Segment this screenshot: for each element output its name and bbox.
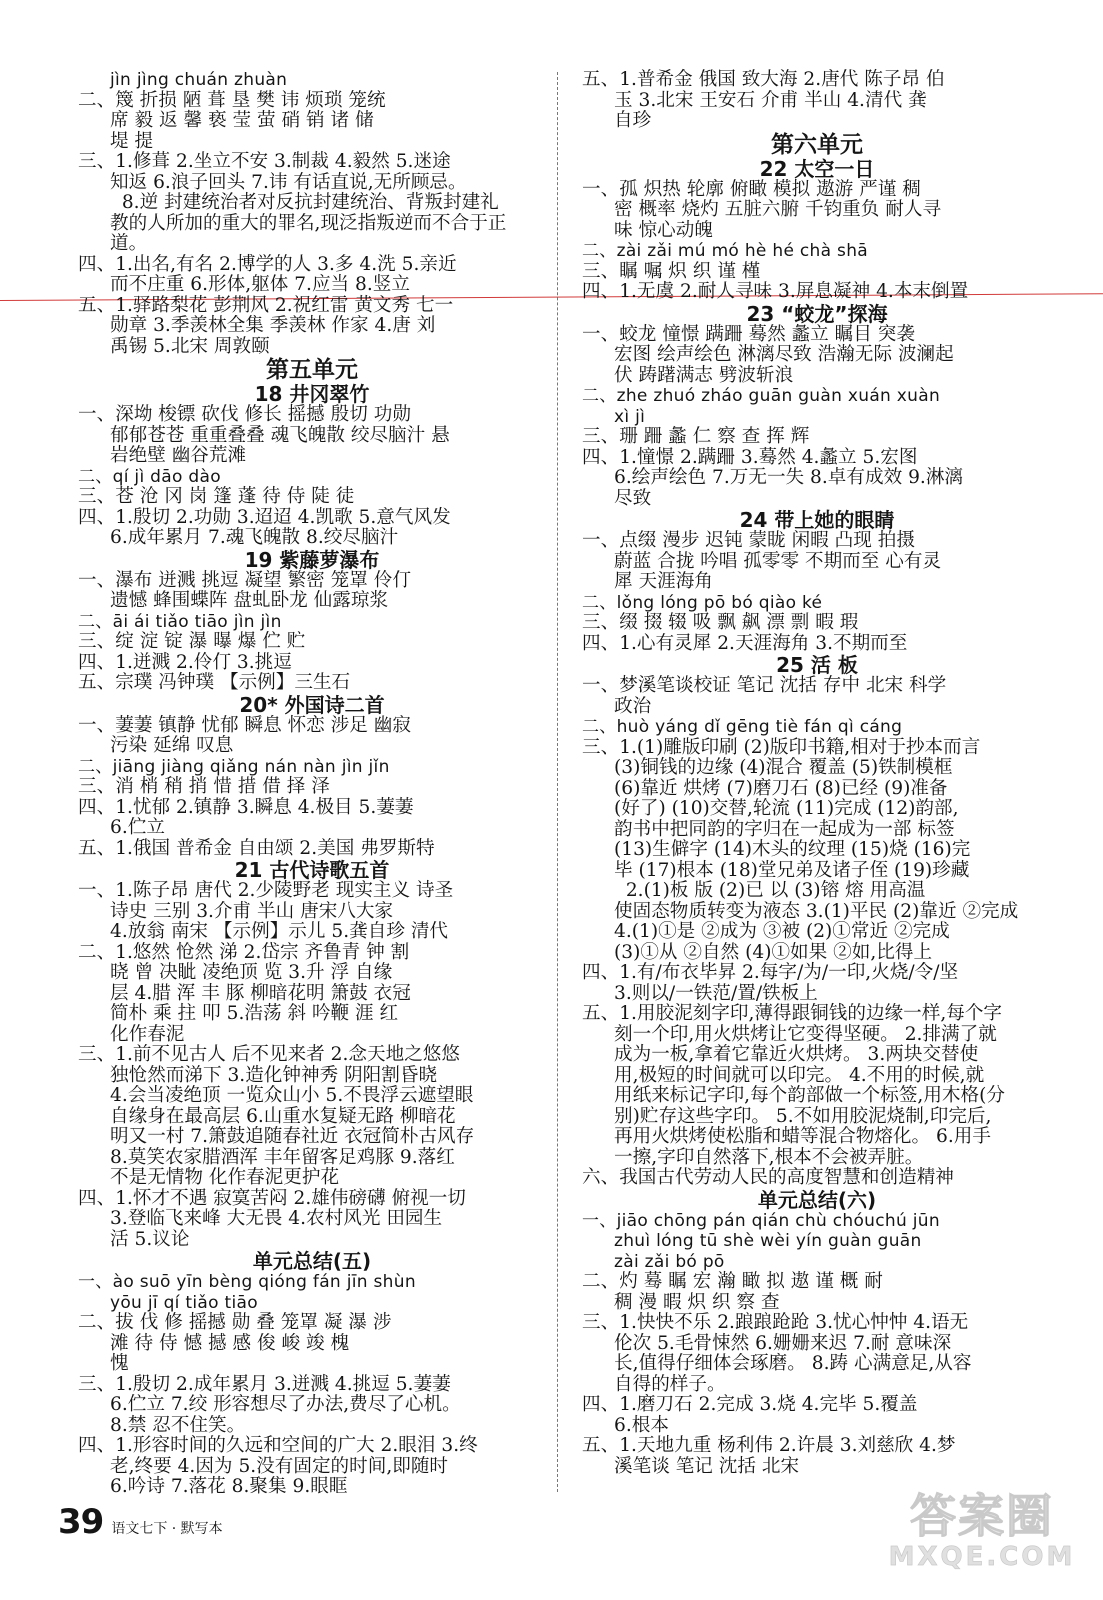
answer-line: 尽致 — [614, 487, 652, 509]
lesson-heading: 19 紫藤萝瀑布 — [244, 547, 380, 572]
answer-line: 使固态物质转变为液态 3.(1)平民 (2)靠近 ②完成 — [614, 900, 1019, 922]
answer-line: 4.放翁 南宋 【示例】示儿 5.龚自珍 清代 — [110, 921, 449, 942]
answer-line: 五、1.普希金 俄国 致大海 2.唐代 陈子昂 伯 — [582, 69, 945, 90]
answer-line: 二、拔 伐 修 摇撼 勋 叠 笼罩 凝 瀑 涉 — [78, 1312, 392, 1333]
answer-line: 四、1.心有灵犀 2.天涯海角 3.不期而至 — [582, 632, 908, 654]
answer-line: (13)生僻字 (14)木头的纹理 (15)烧 (16)完 — [614, 839, 971, 860]
answer-line: 一、蛟龙 憧憬 蹒跚 蓦然 蠡立 瞩目 突袭 — [582, 323, 915, 345]
answer-line: 8.禁 忍不住笑。 — [110, 1414, 246, 1436]
pinyin-line: jìn jìng chuán zhuàn — [110, 70, 288, 90]
answer-line: 8.逆 封建统治者对反抗封建统治、背叛封建礼 — [110, 192, 499, 213]
pinyin-line: 二、lǒng lóng pō bó qiào ké — [582, 592, 823, 613]
pinyin-line: 二、huò yáng dǐ gēng tiè fán qì cáng — [582, 717, 903, 737]
answer-line: 禹锡 5.北宋 周敦颐 — [110, 335, 270, 357]
answer-line: 二、灼 蓦 瞩 宏 瀚 瞰 拟 遨 谨 概 耐 — [582, 1271, 883, 1292]
answer-line: 勋章 3.季羡林全集 季羡林 作家 4.唐 刘 — [110, 315, 436, 336]
page-footer — [58, 1502, 223, 1542]
answer-line: 化作春泥 — [110, 1023, 185, 1045]
answer-line: 四、1.忧郁 2.镇静 3.瞬息 4.极目 5.萋萋 — [78, 796, 414, 818]
answer-line: 四、1.迸溅 2.伶仃 3.挑逗 — [78, 651, 292, 673]
answer-line: (3)①从 ②自然 (4)①如果 ②如,比得上 — [614, 941, 933, 963]
answer-line: 自珍 — [614, 110, 652, 131]
answer-line: 稠 漫 暇 炽 织 察 查 — [614, 1291, 780, 1313]
answer-line: 三、1.修葺 2.坐立不安 3.制裁 4.毅然 5.迷途 — [78, 151, 451, 172]
answer-line: 四、1.有/布衣毕昇 2.每字/为/一印,火烧/令/坚 — [582, 962, 959, 983]
pinyin-line: zài zǎi bó pō — [614, 1251, 725, 1272]
answer-line: 遗憾 蜂围蝶阵 盘虬卧龙 仙露琼浆 — [110, 590, 389, 611]
answer-line: 三、1.殷切 2.成年累月 3.迸溅 4.挑逗 5.萋萋 — [78, 1373, 451, 1395]
answer-line: 别)贮存这些字印。 5.不如用胶泥烧制,印完后, — [614, 1105, 992, 1127]
answer-line: 6.成年累月 7.魂飞魄散 8.绞尽脑汁 — [110, 527, 399, 548]
answer-line: 郁郁苍苍 重重叠叠 魂飞魄散 绞尽脑汁 悬 — [110, 424, 450, 446]
answer-line: 五、宗璞 冯钟璞 【示例】三生石 — [78, 672, 351, 693]
answer-line: 三、瞩 嘱 炽 织 谨 槿 — [582, 260, 761, 282]
answer-line: (好了) (10)交替,轮流 (11)完成 (12)韵部, — [614, 798, 959, 819]
right-column — [582, 70, 1052, 1477]
answer-line: 五、1.驿路梨花 彭荆风 2.祝红雷 黄文秀 七一 — [78, 294, 454, 316]
pinyin-line: yōu jī qí tiǎo tiāo — [110, 1292, 258, 1313]
answer-line: 污染 延绵 叹息 — [110, 735, 234, 756]
answer-line: 老,终要 4.因为 5.没有固定的时间,即随时 — [110, 1455, 449, 1477]
pinyin-line: 一、ào suō yīn bèng qióng fán jīn shùn — [78, 1272, 416, 1292]
pinyin-line: xì jì — [614, 406, 646, 427]
answer-line: 自得的样子。 — [614, 1373, 726, 1395]
answer-line: 溪笔谈 笔记 沈括 北宋 — [614, 1455, 800, 1477]
answer-line: 层 4.腊 浑 丰 豚 柳暗花明 箫鼓 衣冠 — [110, 982, 411, 1004]
answer-line: 一、瀑布 迸溅 挑逗 凝望 繁密 笼罩 伶仃 — [78, 569, 411, 591]
answer-line: 不是无情物 化作春泥更护花 — [110, 1167, 340, 1188]
pinyin-line: 二、zhe zhuó zháo guān guàn xuán xuàn — [582, 386, 941, 406]
answer-line: 三、1.快快不乐 2.踉踉跄跄 3.忧心忡忡 4.语无 — [582, 1312, 969, 1333]
answer-line: 4.(1)①是 ②成为 ③被 (2)①常近 ②完成 — [614, 921, 950, 942]
answer-line: 用,极短的时间就可以印完。 4.不用的时候,就 — [614, 1064, 985, 1086]
answer-line: 犀 天涯海角 — [614, 571, 713, 592]
answer-line: 6.绘声绘色 7.万无一失 8.卓有成效 9.淋漓 — [614, 467, 964, 488]
answer-line: 一、孤 炽热 轮廓 俯瞰 模拟 遨游 严谨 稠 — [582, 178, 921, 200]
answer-line: (3)铜钱的边缘 (4)混合 覆盖 (5)铁制模框 — [614, 757, 953, 778]
answer-line: 三、消 梢 稍 捎 惜 措 借 择 泽 — [78, 776, 330, 797]
answer-line: 三、苍 沧 冈 岗 篷 蓬 待 侍 陡 徒 — [78, 486, 355, 507]
answer-line: 4.会当凌绝顶 一览众山小 5.不畏浮云遮望眼 — [110, 1085, 474, 1106]
answer-line: 五、1.用胶泥刻字印,薄得跟铜钱的边缘一样,每个字 — [582, 1003, 1003, 1024]
answer-line: 蔚蓝 合拢 吟唱 孤零零 不期而至 心有灵 — [614, 550, 942, 572]
watermark-text: 答案圈 — [910, 1489, 1054, 1543]
page-number: 39 — [58, 1502, 104, 1542]
answer-line: 而不庄重 6.形体,躯体 7.应当 8.竖立 — [110, 274, 410, 295]
answer-line: 四、1.出名,有名 2.博学的人 3.多 4.洗 5.亲近 — [78, 253, 457, 275]
answer-line: 自缘身在最高层 6.山重水复疑无路 柳暗花 — [110, 1105, 456, 1127]
answer-line: 晓 曾 决眦 凌绝顶 览 3.升 浮 自缘 — [110, 962, 393, 983]
unit-heading: 第五单元 — [266, 357, 358, 383]
pinyin-line: 一、jiāo chōng pán qián chù chóuchú jūn — [582, 1210, 940, 1231]
answer-line: 6.伫立 — [110, 817, 165, 838]
answer-line: 一、萋萋 镇静 忧郁 瞬息 怀恋 涉足 幽寂 — [78, 714, 411, 736]
answer-line: (6)靠近 烘烤 (7)磨刀石 (8)已经 (9)准备 — [614, 777, 948, 799]
answer-line: 三、1.前不见古人 后不见来者 2.念天地之悠悠 — [78, 1044, 460, 1065]
column-divider — [557, 72, 558, 1492]
answer-line: 毕 (17)根本 (18)堂兄弟及诸子侄 (19)珍藏 — [614, 859, 970, 881]
answer-line: 四、1.形容时间的久远和空间的广大 2.眼泪 3.终 — [78, 1435, 478, 1456]
answer-line: 伦次 5.毛骨悚然 6.姗姗来迟 7.耐 意味深 — [614, 1332, 952, 1354]
answer-line: 伏 踌躇满志 劈波斩浪 — [614, 364, 794, 386]
answer-line: 6.伫立 7.绞 形容想尽了办法,费尽了心机。 — [110, 1394, 461, 1415]
pinyin-line: 二、āi ái tiǎo tiāo jìn jìn — [78, 611, 282, 632]
answer-line: 愧 — [110, 1353, 129, 1374]
answer-line: 密 概率 烧灼 五脏六腑 千钧重负 耐人寻 — [614, 199, 942, 220]
answer-line: 宏图 绘声绘色 淋漓尽致 浩瀚无际 波澜起 — [614, 344, 954, 365]
answer-line: 用纸来标记字印,每个韵部做一个标签,用木格(分 — [614, 1085, 1005, 1106]
watermark-url: MXQE.COM — [888, 1542, 1076, 1572]
answer-line: 8.莫笑农家腊酒浑 丰年留客足鸡豚 9.落红 — [110, 1146, 455, 1168]
answer-line: 四、1.无虞 2.耐人寻味 3.屏息凝神 4.本末倒置 — [582, 281, 969, 302]
answer-line: 滩 待 侍 憾 撼 感 俊 峻 竣 槐 — [110, 1332, 350, 1354]
answer-line: 一、深坳 梭镖 砍伐 修长 摇撼 殷切 功勋 — [78, 404, 411, 425]
answer-line: 岩绝壁 幽谷荒滩 — [110, 445, 247, 466]
lesson-heading: 22 太空一日 — [759, 156, 875, 181]
answer-line: 简朴 乘 拄 叩 5.浩荡 斜 吟鞭 涯 红 — [110, 1003, 399, 1024]
answer-line: 三、1.(1)雕版印刷 (2)版印书籍,相对于抄本而言 — [582, 736, 981, 758]
answer-line: 三、缀 掇 辍 吸 飘 飙 漂 剽 暇 瑕 — [582, 612, 859, 633]
answer-line: 四、1.磨刀石 2.完成 3.烧 4.完毕 5.覆盖 — [582, 1394, 918, 1415]
answer-line: 活 5.议论 — [110, 1228, 190, 1250]
answer-line: 2.(1)板 版 (2)已 以 (3)镕 熔 用高温 — [614, 880, 926, 901]
lesson-heading: 25 活 板 — [776, 653, 858, 677]
answer-line: 四、1.怀才不遇 寂寞苦闷 2.雄伟磅礴 俯视一切 — [78, 1187, 466, 1209]
answer-line: 席 毅 返 馨 亵 莹 萤 硝 销 诸 储 — [110, 110, 374, 131]
answer-line: 3.登临飞来峰 大无畏 4.农村风光 田园生 — [110, 1208, 443, 1229]
answer-line: 四、1.憧憬 2.蹒跚 3.蓦然 4.蠡立 5.宏图 — [582, 446, 918, 468]
unit-heading: 第六单元 — [771, 131, 863, 158]
answer-line: 明又一村 7.箫鼓追随春社近 衣冠简朴古风存 — [110, 1126, 475, 1147]
answer-line: 二、篾 折损 陋 葺 垦 樊 讳 烦琐 笼统 — [78, 89, 386, 111]
answer-line: 刻一个印,用火烘烤让它变得坚硬。 2.排满了就 — [614, 1023, 997, 1045]
left-column — [78, 70, 546, 1498]
answer-line: 韵书中把同韵的字归在一起成为一部 标签 — [614, 818, 955, 840]
answer-line: 6.吟诗 7.落花 8.聚集 9.眼眶 — [110, 1476, 348, 1497]
answer-line: 一、点缀 漫步 迟钝 蒙眬 闲暇 凸现 拍摄 — [582, 530, 915, 551]
answer-line: 味 惊心动魄 — [614, 219, 713, 241]
answer-line: 三、珊 跚 蠡 仁 察 查 挥 辉 — [582, 426, 810, 447]
answer-line: 诗史 三别 3.介甫 半山 唐宋八大家 — [110, 900, 394, 922]
answer-line: 四、1.殷切 2.功勋 3.迢迢 4.凯歌 5.意气风发 — [78, 506, 451, 528]
book-title: 语文七下 · 默写本 — [111, 1521, 223, 1537]
pinyin-line: 二、qí jì dāo dào — [78, 466, 221, 487]
lesson-heading: 单元总结(六) — [757, 1187, 877, 1212]
answer-line: 道。 — [110, 233, 148, 254]
lesson-heading: 18 井冈翠竹 — [254, 382, 370, 406]
lesson-heading: 24 带上她的眼睛 — [739, 508, 895, 532]
lesson-heading: 单元总结(五) — [252, 1249, 372, 1273]
lesson-heading: 23 “蛟龙”探海 — [746, 301, 888, 326]
lesson-heading: 21 古代诗歌五首 — [234, 858, 390, 882]
answer-line: 政治 — [614, 695, 652, 717]
answer-line: 一、梦溪笔谈校证 笔记 沈括 存中 北宋 科学 — [582, 675, 947, 696]
answer-line: 二、1.悠然 怆然 涕 2.岱宗 齐鲁青 钟 割 — [78, 941, 410, 963]
pinyin-line: zhuì lóng tū shè wèi yín guàn guān — [614, 1231, 922, 1251]
answer-line: 一擦,字印自然落下,根本不会被弄脏。 — [614, 1146, 924, 1168]
answer-line: 独怆然而涕下 3.造化钟神秀 阴阳割昏晓 — [110, 1064, 438, 1086]
answer-line: 五、1.天地九重 杨利伟 2.许晨 3.刘慈欣 4.梦 — [582, 1435, 956, 1456]
pinyin-line: 二、jiāng jiàng qiǎng nán nàn jìn jǐn — [78, 756, 390, 777]
answer-line: 3.则以/一铁范/置/铁板上 — [614, 982, 818, 1004]
answer-line: 知返 6.浪子回头 7.讳 有话直说,无所顾忌。 — [110, 171, 467, 193]
answer-line: 长,值得仔细体会琢磨。 8.踌 心满意足,从容 — [614, 1353, 972, 1374]
answer-line: 玉 3.北宋 王安石 介甫 半山 4.清代 龚 — [614, 89, 927, 111]
answer-line: 成为一板,拿着它靠近火烘烤。 3.两块交替使 — [614, 1044, 979, 1065]
lesson-heading: 20* 外国诗二首 — [239, 692, 385, 717]
answer-line: 教的人所加的重大的罪名,现泛指叛逆而不合于正 — [110, 212, 507, 234]
answer-line: 六、我国古代劳动人民的高度智慧和创造精神 — [582, 1167, 954, 1188]
answer-line: 堤 提 — [110, 130, 154, 152]
answer-line: 五、1.俄国 普希金 自由颂 2.美国 弗罗斯特 — [78, 837, 435, 859]
answer-line: 再用火烘烤使松脂和蜡等混合物熔化。 6.用手 — [614, 1126, 991, 1147]
watermark-logo — [887, 1490, 1077, 1586]
pinyin-line: 二、zài zǎi mú mó hè hé chà shā — [582, 241, 869, 261]
answer-line: 一、1.陈子昂 唐代 2.少陵野老 现实主义 诗圣 — [78, 880, 454, 901]
answer-line: 6.根本 — [614, 1414, 669, 1436]
answer-line: 三、绽 淀 锭 瀑 曝 爆 伫 贮 — [78, 631, 306, 652]
